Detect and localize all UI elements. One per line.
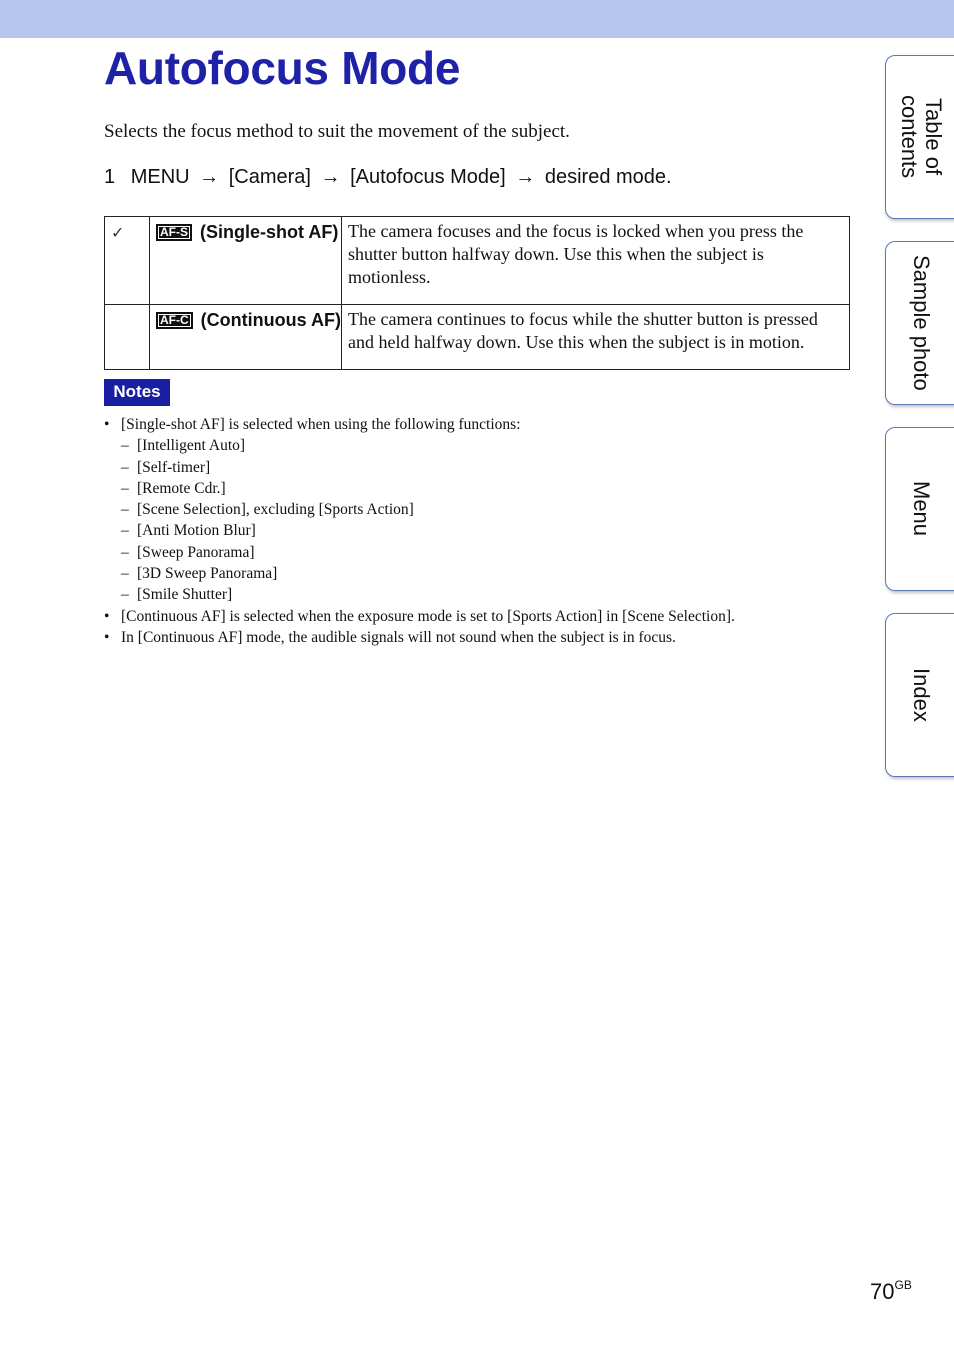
dash-icon: – [121,501,129,519]
dash-icon: – [121,437,129,455]
tab-label: Index [909,668,934,722]
list-item [104,499,844,520]
sub-note-text: [Self-timer] [137,458,211,476]
list-item [104,520,844,541]
note-text: [Continuous AF] is selected when the exposure mode is set to [Sports Action] in [Scene Selection]. [121,607,735,625]
checkmark-icon: ✓ [111,225,125,242]
af-s-icon: AF-S [156,224,192,241]
dash-icon: – [121,586,129,604]
menu-step [104,164,672,190]
notes-list [104,414,844,648]
list-item [104,627,844,648]
table-row [105,305,850,370]
list-item [104,435,844,456]
arrow-right-icon: → [515,166,536,188]
af-c-icon: AF-C [156,312,193,329]
default-cell [105,305,150,370]
dash-icon: – [121,479,129,497]
list-item [104,606,844,627]
dash-icon: – [121,458,129,476]
page-number [870,1278,912,1305]
bullet-icon: • [104,607,110,625]
tab-table-of-contents[interactable] [885,55,954,219]
mode-name-cell [150,217,342,305]
list-item [104,563,844,584]
table-row [105,217,850,305]
mode-label: (Single-shot AF) [200,222,339,242]
sub-note-text: [Smile Shutter] [137,586,233,604]
bullet-icon: • [104,628,110,646]
dash-icon: – [121,522,129,540]
default-cell [105,217,150,305]
sub-note-text: [Intelligent Auto] [137,437,246,455]
sub-note-text: [Remote Cdr.] [137,479,226,497]
tab-sample-photo[interactable] [885,241,954,405]
tab-index[interactable] [885,613,954,777]
page-title: Autofocus Mode [104,42,461,94]
list-item [104,457,844,478]
list-item [104,414,844,435]
note-text: [Single-shot AF] is selected when using the following functions: [121,416,521,433]
tab-menu[interactable] [885,427,954,591]
step-camera: [Camera] [228,166,311,188]
dash-icon: – [121,543,129,561]
tab-label: Sample photo [909,255,934,391]
list-item [104,478,844,499]
tab-label: Menu [909,481,934,537]
mode-description: The camera focuses and the focus is locked when you press the shutter button halfway down. Use this when the subject is motionless. [342,217,850,305]
dash-icon: – [121,565,129,583]
bullet-icon: • [104,416,110,433]
list-item [104,542,844,563]
page-number-suffix: GB [894,1278,912,1292]
header-band [0,0,954,38]
sub-note-text: [3D Sweep Panorama] [137,565,278,583]
list-item [104,584,844,605]
note-text: In [Continuous AF] mode, the audible signals will not sound when the subject is in focus. [121,628,676,646]
step-number: 1 [104,166,116,188]
mode-description: The camera continues to focus while the shutter button is pressed and held halfway down. Use this when the subject is in motion. [342,305,850,370]
arrow-right-icon: → [199,166,220,188]
step-desired-mode: desired mode. [544,166,672,188]
mode-name-cell [150,305,342,370]
sub-note-text: [Anti Motion Blur] [137,522,256,540]
sub-note-text: [Scene Selection], excluding [Sports Action] [137,501,414,519]
mode-table [104,216,850,370]
tab-label: Table of contents [897,95,946,179]
sub-note-text: [Sweep Panorama] [137,543,255,561]
mode-label: (Continuous AF) [200,310,341,330]
step-autofocus-mode: [Autofocus Mode] [350,166,506,188]
arrow-right-icon: → [320,166,341,188]
notes-badge: Notes [104,379,170,406]
page-number-value: 70 [870,1279,895,1304]
step-menu: MENU [130,166,190,188]
intro-text: Selects the focus method to suit the movement of the subject. [104,121,570,142]
